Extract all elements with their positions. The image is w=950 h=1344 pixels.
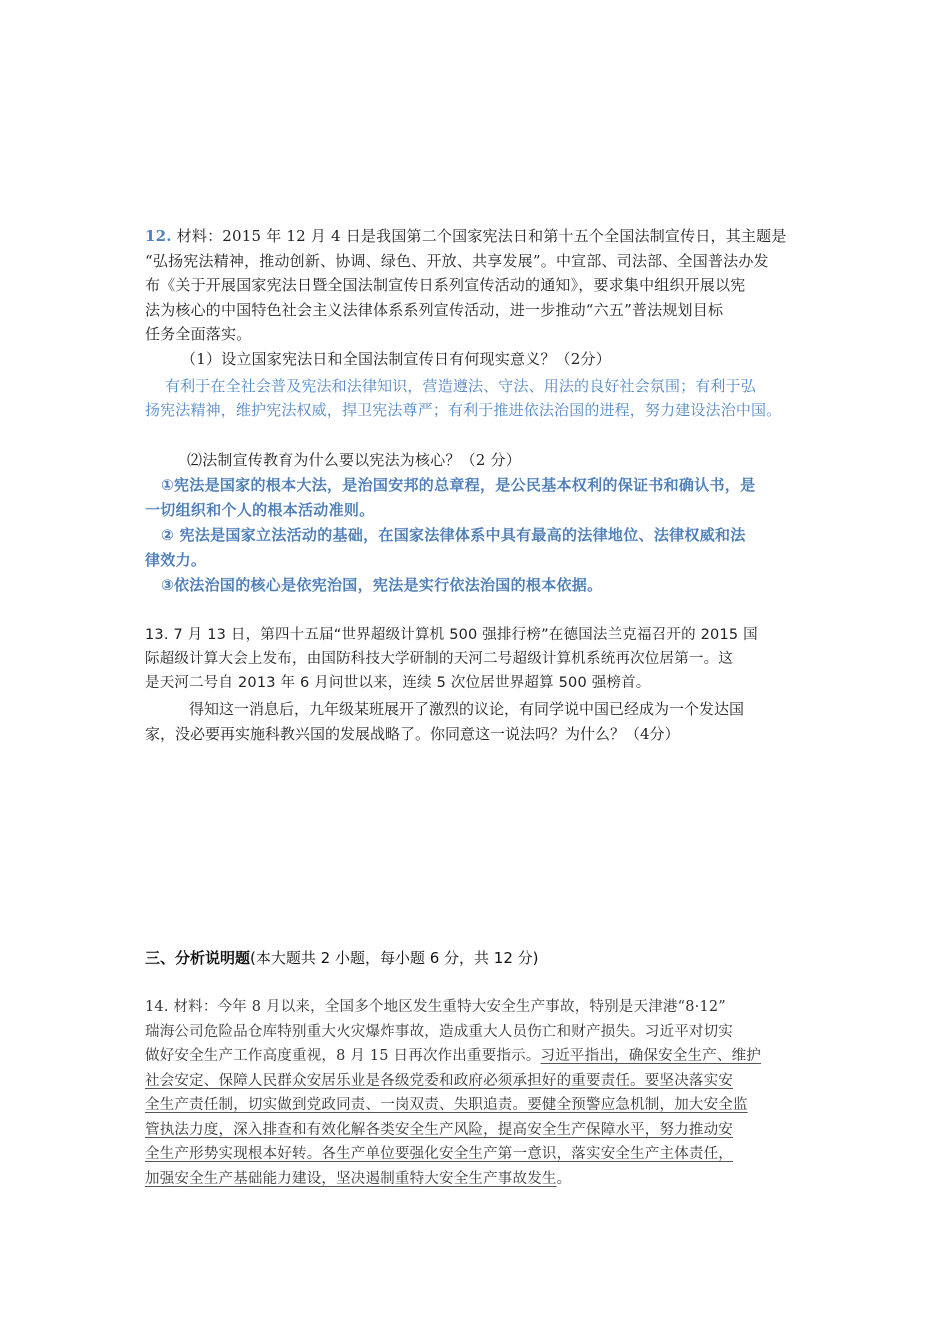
q14-line-7: 全生产形势实现根本好转。各生产单位要强化安全生产第一意识，落实安全生产主体责任， (145, 1146, 733, 1162)
q12-sub2 (145, 448, 810, 473)
q13-line-3: 是天河二号自 2013 年 6 月问世以来，连续 5 次位居世界超算 500 强榜首。 (145, 675, 651, 691)
q13-line-2: 际超级计算大会上发布，由国防科技大学研制的天河二号超级计算机系统再次位居第一。这 (145, 651, 733, 667)
q12-sub2-answer-line-3: ② 宪法是国家立法活动的基础，在国家法律体系中具有最高的法律地位、法律权威和法 (161, 526, 746, 544)
q13-line-1: 13. 7 月 13 日，第四十五届“世界超级计算机 500 强排行榜”在德国法兰克福召开的 2015 国 (145, 627, 758, 643)
q12-sub1-answer-cont (145, 399, 810, 423)
q12-line-4: 法为核心的中国特色社会主义法律体系系列宣传活动，进一步推动“六五”普法规划目标 (145, 300, 724, 319)
q14-line-8: 加强安全生产基础能力建设，坚决遏制重特大安全生产事故发生。 (145, 1170, 572, 1187)
q12-line-1: 12. 材料：2015 年 12 月 4 日是我国第二个国家宪法日和第十五个全国法制宣传日，其主题是 (145, 227, 787, 245)
q12-line-3: 布《关于开展国家宪法日暨全国法制宣传日系列宣传活动的通知》，要求集中组织开展以宪 (145, 276, 746, 294)
q13-question-line-2: 家，没必要再实施科教兴国的发展战略了。你同意这一说法吗？为什么？（4分） (145, 725, 680, 743)
q12-sub2-answer-line-4: 律效力。 (145, 551, 207, 569)
q12-sub2-answer-line-1: ①宪法是国家的根本大法，是治国安邦的总章程，是公民基本权利的保证书和确认书，是 (161, 476, 756, 494)
q12-sub1-answer-line-1: 有利于在全社会普及宪法和法律知识，营造遵法、守法、用法的良好社会氛围；有利于弘 (165, 377, 756, 395)
q12-sub1-question: （1）设立国家宪法日和全国法制宣传日有何现实意义？（2分） (181, 350, 611, 368)
q12-line-2: “弘扬宪法精神，推动创新、协调、绿色、开放、共享发展”。中宣部、司法部、全国普法办发 (145, 251, 769, 270)
q12-line-5: 任务全面落实。 (145, 325, 252, 343)
q12-sub2-answer (145, 473, 810, 598)
q13-question-line-1: 得知这一消息后，九年级某班展开了激烈的议论，有同学说中国已经成为一个发达国 (189, 700, 745, 718)
q12-sub1-answer (165, 375, 830, 399)
q14-line-6: 管执法力度，深入排查和有效化解各类安全生产风险，提高安全生产保障水平，努力推动安 (145, 1121, 733, 1138)
q12-sub2-question: ⑵法制宣传教育为什么要以宪法为核心？（2 分） (187, 451, 521, 469)
question-14-material (145, 995, 810, 1191)
question-13-material (145, 623, 810, 695)
q12-number: 12. (145, 227, 172, 245)
q12-sub2-answer-line-2: 一切组织和个人的根本活动准则。 (145, 501, 375, 519)
q14-line-5: 全生产责任制，切实做到党政同责、一岗双责、失职追责。要健全预警应急机制，加大安全监 (145, 1097, 748, 1113)
q12-sub1 (145, 347, 810, 372)
q12-sub2-answer-line-5: ③依法治国的核心是依宪治国，宪法是实行依法治国的根本依据。 (161, 576, 603, 594)
q14-line-1: 14. 材料：今年 8 月以来，全国多个地区发生重特大安全生产事故，特别是天津港“8·12” (145, 999, 726, 1015)
section-3-heading (145, 946, 810, 970)
q14-line-3: 做好安全生产工作高度重视，8 月 15 日再次作出重要指示。习近平指出，确保安全生产、维护 (145, 1048, 762, 1064)
q14-line-4: 社会安定、保障人民群众安居乐业是各级党委和政府必须承担好的重要责任。要坚决落实安 (145, 1072, 733, 1089)
q12-sub1-answer-line-2: 扬宪法精神，维护宪法权威，捍卫宪法尊严；有利于推进依法治国的进程，努力建设法治中国。 (145, 401, 782, 419)
q13-question (145, 697, 810, 747)
q14-line-2: 瑞海公司危险品仓库特别重大火灾爆炸事故，造成重大人员伤亡和财产损失。习近平对切实 (145, 1023, 733, 1040)
question-12-material (145, 224, 810, 347)
section-3-title: 三、分析说明题(本大题共 2 小题，每小题 6 分，共 12 分) (145, 949, 539, 967)
